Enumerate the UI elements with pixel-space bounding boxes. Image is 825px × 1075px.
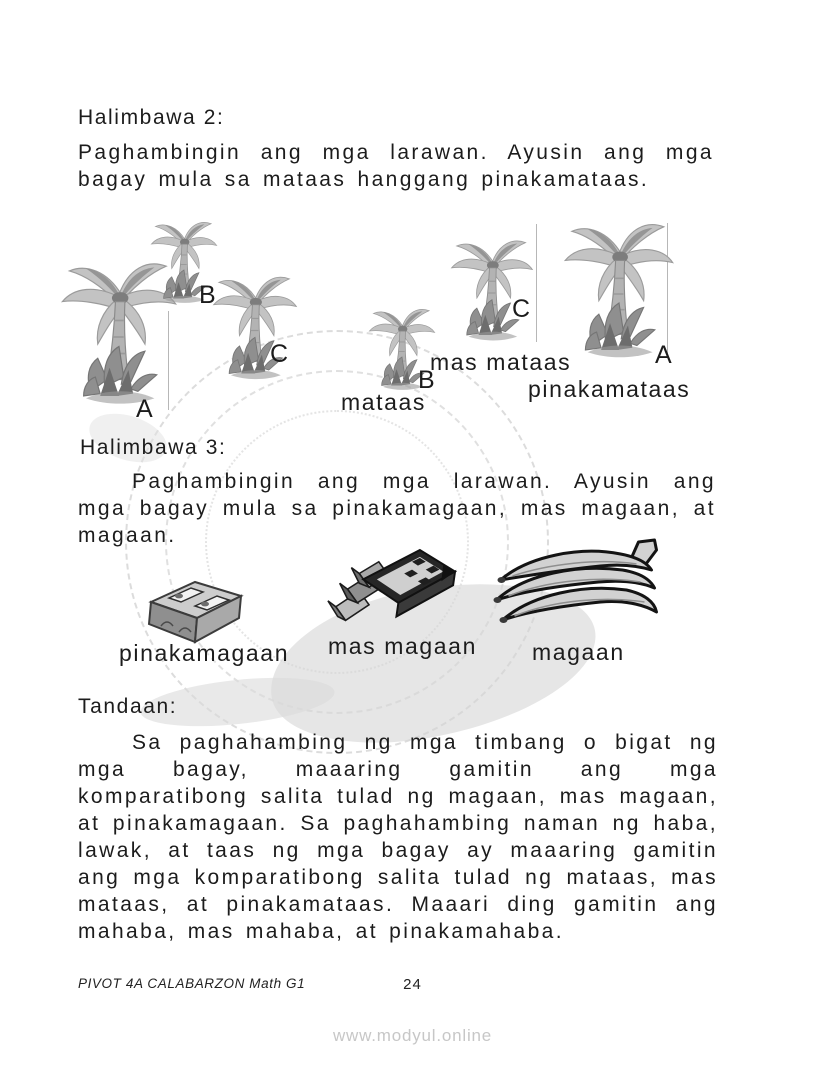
footer-module-title: PIVOT 4A CALABARZON Math G1 [78, 976, 306, 991]
tree-label-a: A [136, 395, 153, 423]
caption-mas-mataas: mas mataas [430, 349, 572, 375]
caption-magaan: magaan [532, 639, 625, 665]
site-watermark: www.modyul.online [332, 1026, 493, 1045]
caption-mas-magaan: mas magaan [328, 633, 477, 659]
halimbawa3-instruction: Paghambingin ang mga larawan. Ayusin ang mga bagay mula sa pinakamagaan, mas magaan, at magaan. [78, 470, 716, 547]
tree-label-b: B [199, 281, 216, 309]
palm-tree-medium-icon [212, 273, 298, 388]
halimbawa3-heading: Halimbawa 3: [80, 436, 227, 459]
halimbawa2-heading: Halimbawa 2: [78, 106, 225, 129]
tree-label-a: A [655, 341, 672, 369]
sharpener-icon [138, 576, 250, 648]
crayon-box-icon [326, 546, 458, 644]
palm-tree-medium-icon [450, 237, 534, 349]
page-number: 24 [403, 976, 422, 993]
tandaan-heading: Tandaan: [78, 695, 178, 718]
tandaan-body: Sa paghahambing ng mga timbang o bigat ng mga bagay, maaaring gamitin ang mga komparatibong salita tulad ng magaan, mas magaan, at pinakamagaan. Sa paghahambing naman ng haba, lawak, at taas ng mga bagay ay maaaring gamitin ang mga komparatibong salita tulad ng mataas, mas mataas, at pinakamataas. Maaari ding gamitin ang mahaba, mas mahaba, at pinakamahaba. [78, 731, 718, 943]
caption-pinakamataas: pinakamataas [528, 376, 691, 402]
halimbawa2-instruction: Paghambingin ang mga larawan. Ayusin ang mga bagay mula sa mataas hanggang pinakamataas. [78, 141, 714, 191]
tree-label-c: C [270, 340, 289, 368]
measure-line [536, 224, 537, 342]
caption-pinakamagaan: pinakamagaan [119, 640, 290, 666]
caption-mataas: mataas [341, 389, 427, 415]
tree-label-b: B [418, 366, 435, 394]
tree-label-c: C [512, 295, 531, 323]
bananas-icon [488, 536, 664, 644]
